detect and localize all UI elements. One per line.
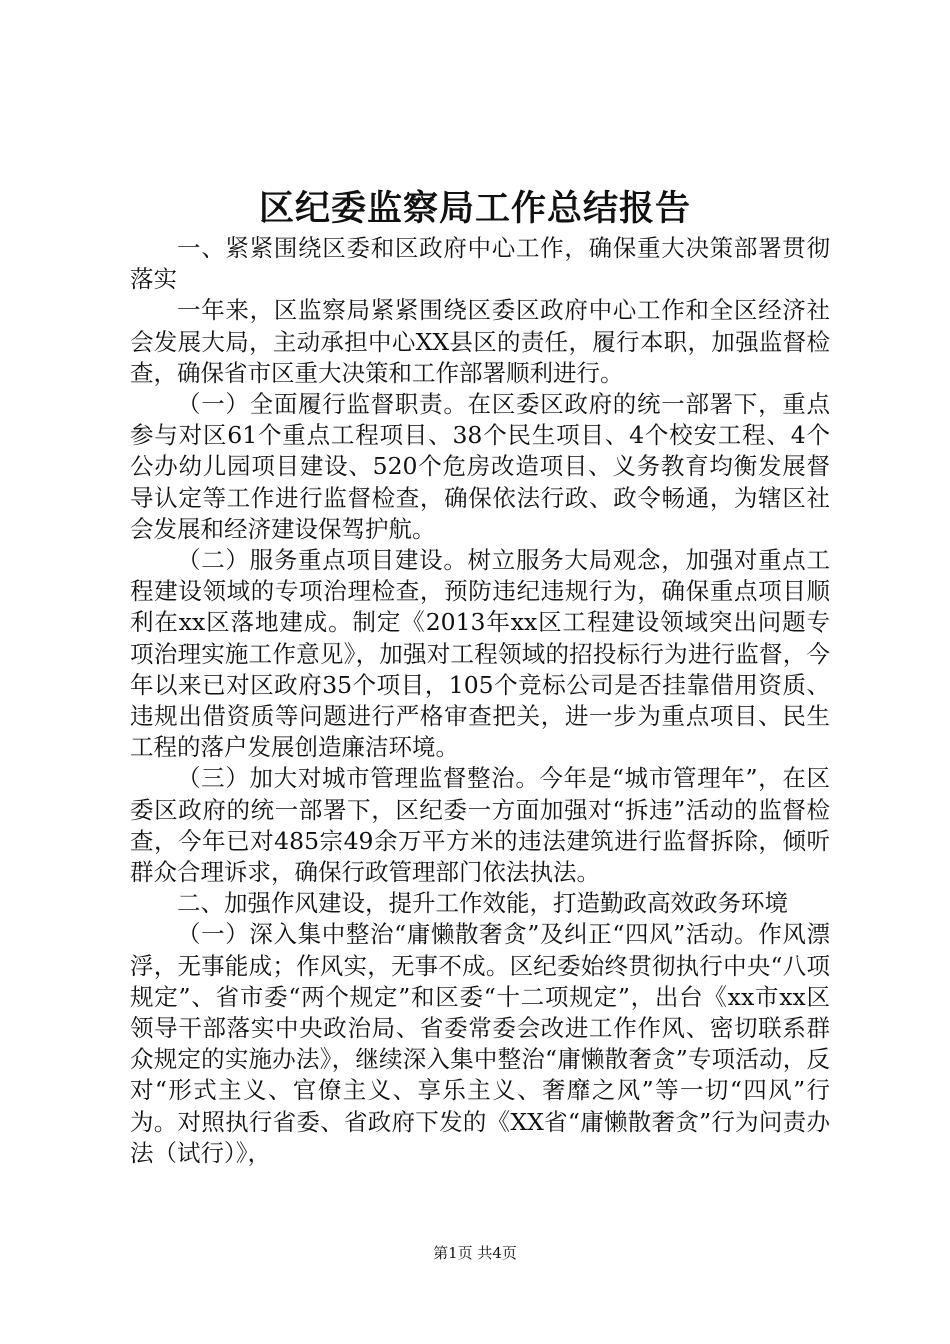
paragraph-item-1: （一）全面履行监督职责。在区委区政府的统一部署下，重点参与对区61个重点工程项目、38个民生项目、4个校安工程、4个公办幼儿园项目建设、520个危房改造项目、义务教育均衡发展督导认定等工作进行监督检查，确保依法行政、政令畅通，为辖区社会发展和经济建设保驾护航。	[130, 390, 830, 543]
paragraph-item-4: （一）深入集中整治“庸懒散奢贪”及纠正“四风”活动。作风漂浮，无事能成；作风实，无事不成。区纪委始终贯彻执行中央“八项规定”、省市委“两个规定”和区委“十二项规定”，出台《xx市xx区领导干部落实中央政治局、省委常委会改进工作作风、密切联系群众规定的实施办法》，继续深入集中整治“庸懒散奢贪”专项活动，反对“形式主义、官僚主义、享乐主义、奢靡之风”等一切“四风”行为。对照执行省委、省政府下发的《XX省“庸懒散奢贪”行为问责办法（试行）》，	[130, 920, 830, 1167]
section-heading-1: 一、紧紧围绕区委和区政府中心工作，确保重大决策部署贯彻落实	[130, 234, 830, 294]
paragraph-item-3: （三）加大对城市管理监督整治。今年是“城市管理年”，在区委区政府的统一部署下，区纪委一方面加强对“拆违”活动的监督检查，今年已对485宗49余万平方米的违法建筑进行监督拆除，倾听群众合理诉求，确保行政管理部门依法执法。	[130, 764, 830, 887]
document-body	[130, 233, 830, 1169]
page-number-footer: 第1页 共4页	[433, 1244, 517, 1262]
section-heading-2: 二、加强作风建设，提升工作效能，打造勤政高效政务环境	[177, 889, 788, 918]
paragraph-item-2: （二）服务重点项目建设。树立服务大局观念，加强对重点工程建设领域的专项治理检查，预防违纪违规行为，确保重点项目顺利在xx区落地建成。制定《2013年xx区工程建设领域突出问题专项治理实施工作意见》，加强对工程领域的招投标行为进行监督，今年以来已对区政府35个项目，105个竞标公司是否挂靠借用资质、违规出借资质等问题进行严格审查把关，进一步为重点项目、民生工程的落户发展创造廉洁环境。	[130, 546, 830, 762]
document-title: 区纪委监察局工作总结报告	[258, 188, 691, 229]
paragraph-intro: 一年来，区监察局紧紧围绕区委区政府中心工作和全区经济社会发展大局，主动承担中心XX县区的责任，履行本职，加强监督检查，确保省市区重大决策和工作部署顺利进行。	[130, 296, 830, 387]
